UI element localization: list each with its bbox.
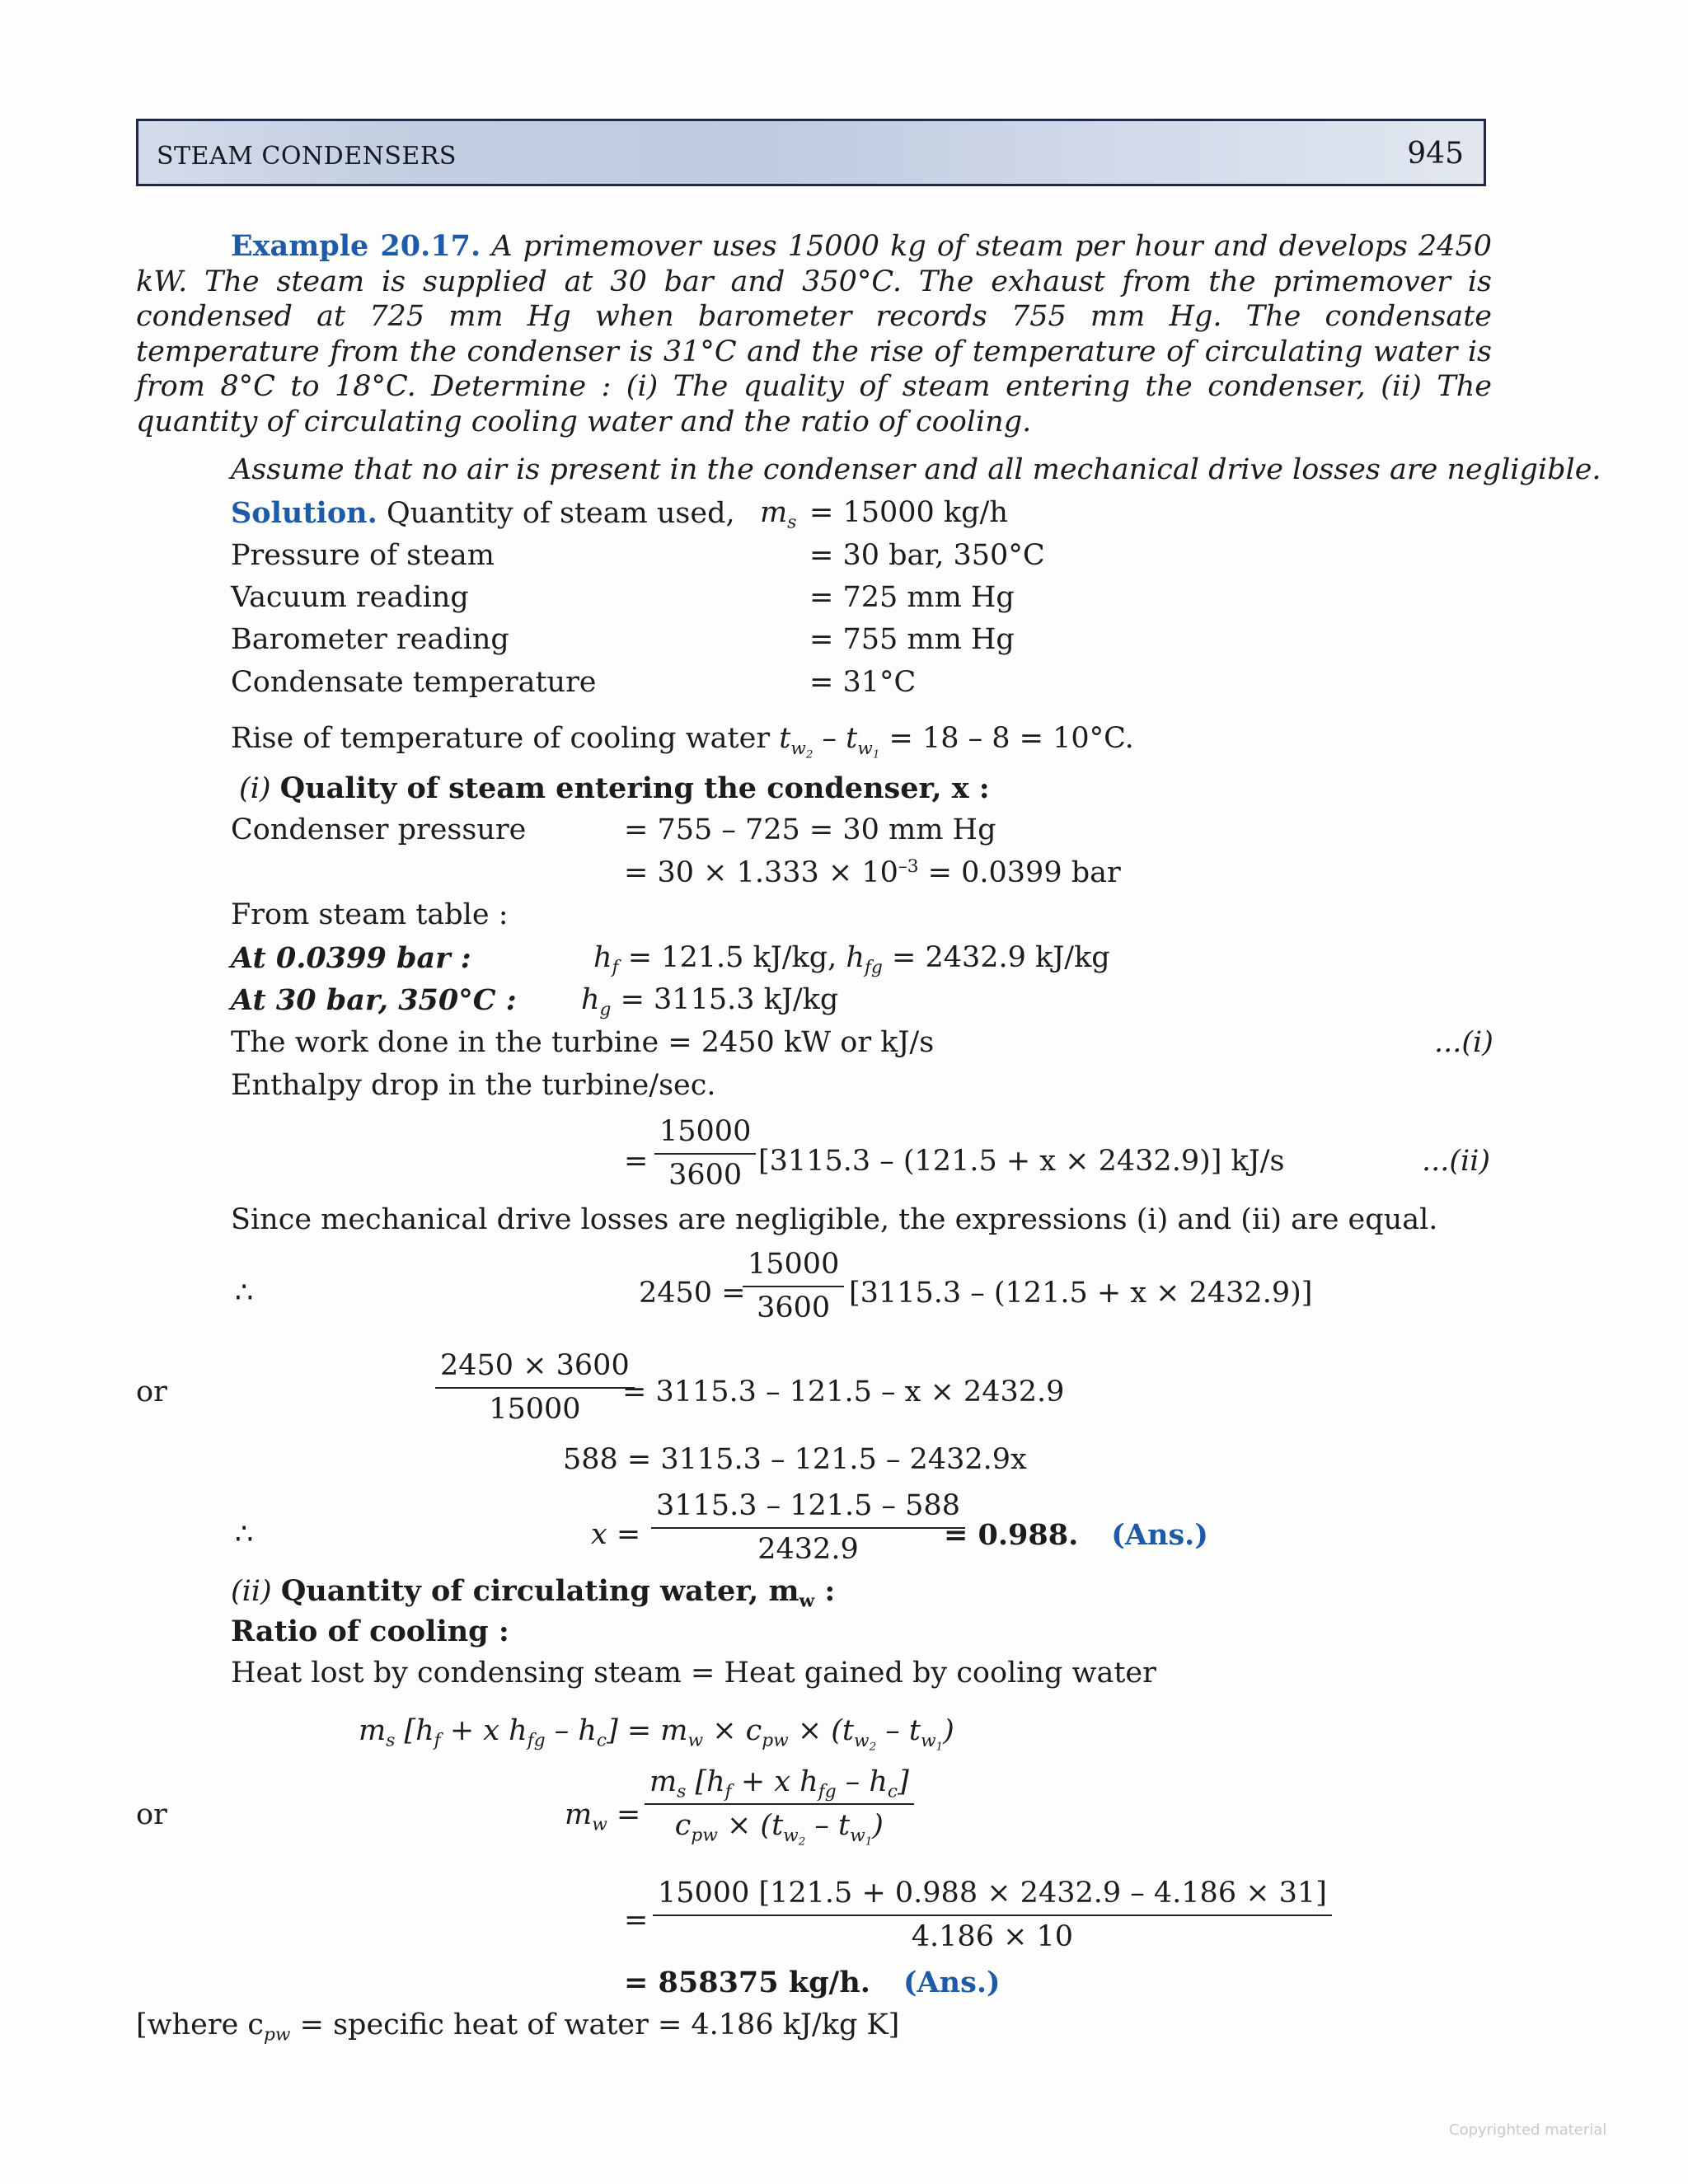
given-value-condensate: = 31°C (809, 666, 917, 699)
eq2-bracket: [3115.3 – (121.5 + x × 2432.9)] kJ/s (758, 1145, 1285, 1178)
enthalpy-drop-line: Enthalpy drop in the turbine/sec. (231, 1069, 716, 1102)
eq5: 588 = 3115.3 – 121.5 – 2432.9x (563, 1443, 1027, 1476)
fraction-2450x3600-15000: $\frac{2450 \times 3600}{15000}$ (435, 1352, 635, 1424)
given-label-vacuum: Vacuum reading (231, 581, 469, 614)
value-steam-qty: = 15000 kg/h (809, 496, 1008, 529)
running-header (136, 119, 1486, 186)
hf-hfg-values: $h_f = 121.5$ kJ/kg, $h_{fg} = 2432.9$ kJ/kg (593, 941, 1110, 978)
given-label-condensate: Condensate temperature (231, 666, 597, 699)
therefore-symbol-2: ∴ (235, 1518, 254, 1551)
mw-equals: $m_w$ = (565, 1798, 641, 1835)
fraction-x: $\frac{3115.3 - 121.5 - 588}{2432.9}$ (651, 1492, 965, 1564)
rise-of-temperature: Rise of temperature of cooling water $t_{w_2} - t_{w_1} = 18 - 8 = 10^\circ C$. (231, 722, 1134, 762)
fraction-15000-3600: $\frac{15000}{3600}$ (654, 1118, 756, 1190)
chapter-title: STEAM CONDENSERS (157, 142, 457, 171)
fraction-mw-symbolic: $m_s$ [$h_f + x$ $h_{fg} - h_c$] $c_{pw} \times (t_{w_2} - t_{w_1})$ (645, 1768, 914, 1842)
therefore-symbol: ∴ (235, 1277, 254, 1310)
eq3-bracket: [3115.3 – (121.5 + x × 2432.9)] (849, 1277, 1313, 1310)
given-value-pressure: = 30 bar, 350°C (809, 539, 1045, 572)
condenser-pressure-label: Condenser pressure (231, 813, 527, 846)
condenser-pressure-line1: = 755 – 725 = 30 mm Hg (624, 813, 996, 846)
or-word: or (136, 1376, 167, 1408)
example-label: Example 20.17. (231, 229, 481, 263)
x-result: = 0.988. (Ans.) (944, 1518, 1208, 1552)
since-line: Since mechanical drive losses are negligible, the expressions (i) and (ii) are equal. (231, 1203, 1438, 1236)
heat-balance-line: Heat lost by condensing steam = Heat gained by cooling water (231, 1657, 1156, 1690)
given-label-pressure: Pressure of steam (231, 539, 495, 572)
eq-mw-equals: = (624, 1904, 649, 1937)
given-row-steam-qty: Solution. Quantity of steam used, (231, 496, 735, 530)
eq3-left: 2450 = (639, 1277, 746, 1310)
steam-table-label: From steam table : (231, 898, 509, 931)
heat-balance-equation: $m_s$ [$h_f + x$ $h_{fg} - h_c] = m_w \times c_{pw} \times (t_{w_2} - t_{w_1})$ (359, 1714, 954, 1754)
example-text: A primemover uses 15000 kg of steam per hour and develops 2450 kW. The steam is supplied at 30 bar and 350°C. The exhaust from the primemover is condensed at 725 mm Hg when barometer records 755 mm Hg. The condensate temperature from the condenser is 31°C and the rise of temperature of circulating water is from 8°C to 18°C. Determine : (i) The quality of steam entering the condenser, (ii) The quantity of circulating cooling water and the ratio of cooling. (136, 230, 1492, 438)
ratio-of-cooling-heading: Ratio of cooling : (231, 1615, 509, 1648)
mw-result: = 858375 kg/h. (Ans.) (624, 1966, 1001, 1999)
at-0-0399-bar-label: At 0.0399 bar : (231, 941, 471, 975)
assumption: Assume that no air is present in the condenser and all mechanical drive losses are negligible. (231, 453, 1601, 486)
symbol-ms: $m_s$ (760, 496, 797, 533)
given-label-barometer: Barometer reading (231, 623, 509, 656)
copyright-watermark: Copyrighted material (1449, 2121, 1607, 2139)
given-value-barometer: = 755 mm Hg (809, 623, 1015, 656)
fraction-mw-numeric: $\frac{15000 [121.5 + 0.988 \times 2432.9 - 4.186 \times 31]}{4.186 \times 10}$ (653, 1879, 1332, 1952)
condenser-pressure-line2: = $30 \times 1.333 \times 10^{-3} = 0.0399$ bar (624, 856, 1121, 889)
x-equals: x = (591, 1518, 641, 1551)
given-value-vacuum: = 725 mm Hg (809, 581, 1015, 614)
at-30-bar-label: At 30 bar, 350°C : (231, 983, 517, 1017)
example-statement (136, 229, 1492, 439)
part2-heading: (ii) Quantity of circulating water, $m_w$ : (231, 1574, 836, 1612)
eq-label-ii: ...(ii) (1422, 1145, 1491, 1178)
work-done-line: The work done in the turbine = 2450 kW or kJ/s (231, 1026, 935, 1059)
eq4-rest: = 3115.3 – 121.5 – x × 2432.9 (622, 1376, 1065, 1408)
hg-value: $h_g = 3115.3$ kJ/kg (581, 983, 839, 1020)
or-word-2: or (136, 1798, 167, 1831)
where-note: [where $c_{pw}$ = specific heat of water = 4.186 kJ/kg K] (136, 2008, 900, 2046)
eq-label-i: ...(i) (1434, 1026, 1493, 1059)
page-number: 945 (1407, 137, 1464, 171)
part1-heading: (i) Quality of steam entering the condenser, x : (239, 771, 990, 805)
fraction-15000-3600-b: $\frac{15000}{3600}$ (743, 1250, 844, 1323)
solution-label: Solution. (231, 496, 377, 530)
eq2-equals: = (624, 1145, 649, 1178)
